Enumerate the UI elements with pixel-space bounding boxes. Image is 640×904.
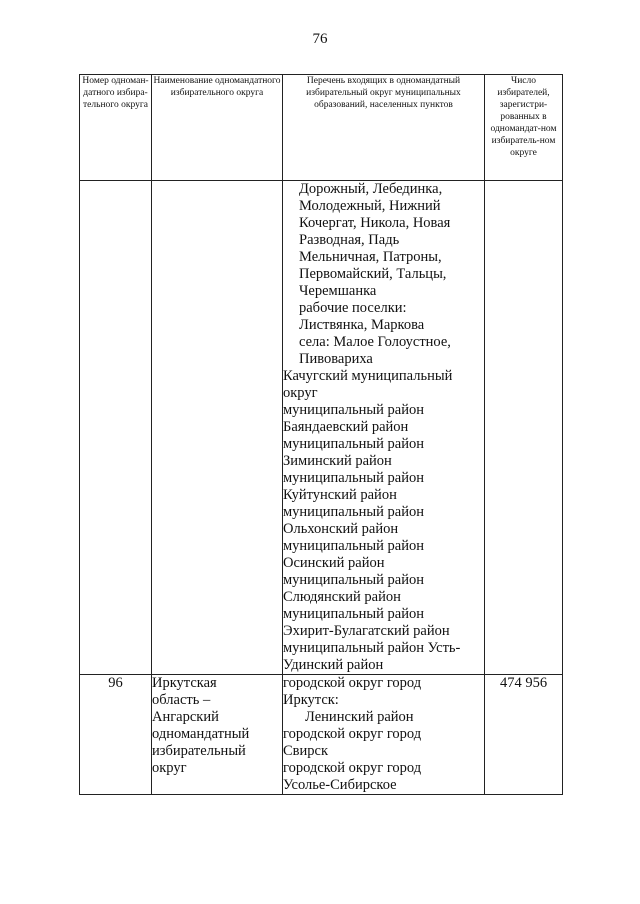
list-item: Мельничная, Патроны, xyxy=(299,249,442,265)
list-item: Молодежный, Нижний xyxy=(299,198,441,214)
list-item: округ xyxy=(283,385,318,401)
district-name-line: избирательный xyxy=(152,743,246,759)
table-row-continuation xyxy=(80,181,563,675)
district-number: 96 xyxy=(80,675,152,795)
list-item: Куйтунский район xyxy=(283,487,397,503)
districts-table xyxy=(79,74,563,795)
continuation-name-cell xyxy=(152,181,283,675)
list-item: Ольхонский район xyxy=(283,521,399,537)
list-item: Иркутск: xyxy=(283,692,339,708)
list-item: Дорожный, Лебединка, xyxy=(299,181,443,197)
district-name-line: одномандатный xyxy=(152,726,250,742)
list-item: Усолье-Сибирское xyxy=(283,777,397,793)
list-item: муниципальный район xyxy=(283,538,424,554)
list-item: Слюдянский район xyxy=(283,589,401,605)
list-item: Разводная, Падь xyxy=(299,232,400,248)
list-item: Удинский район xyxy=(283,657,384,673)
list-item: муниципальный район xyxy=(283,402,424,418)
table-header-row xyxy=(80,75,563,181)
list-item: Листвянка, Маркова xyxy=(299,317,425,333)
continuation-municipalities-cell xyxy=(283,181,485,675)
list-item: муниципальный район xyxy=(283,436,424,452)
list-item: муниципальный район xyxy=(283,504,424,520)
list-item: Черемшанка xyxy=(299,283,377,299)
list-item: муниципальный район Усть- xyxy=(283,640,461,656)
header-voter-count: Число избирателей, зарегистри-рованных в одномандат-ном избиратель-ном округе xyxy=(485,75,563,181)
list-item: Осинский район xyxy=(283,555,385,571)
district-name xyxy=(152,675,283,795)
table-row-district-96 xyxy=(80,675,563,795)
list-item: муниципальный район xyxy=(283,606,424,622)
list-item: городской округ город xyxy=(283,760,422,776)
header-district-name: Наименование одномандатного избирательного округа xyxy=(152,75,283,181)
list-item: Качугский муниципальный xyxy=(283,368,453,384)
district-name-line: область – xyxy=(152,692,211,708)
list-item: Ленинский район xyxy=(305,709,414,725)
district-municipalities-cell xyxy=(283,675,485,795)
list-item: Зиминский район xyxy=(283,453,392,469)
header-district-number: Номер одноман-датного избира-тельного округа xyxy=(80,75,152,181)
district-name-line: округ xyxy=(152,760,187,776)
list-item: городской округ город xyxy=(283,726,422,742)
continuation-count-cell xyxy=(485,181,563,675)
district-name-line: Ангарский xyxy=(152,709,219,725)
list-item: муниципальный район xyxy=(283,572,424,588)
list-item: Свирск xyxy=(283,743,329,759)
list-item: Кочергат, Никола, Новая xyxy=(299,215,451,231)
list-item: Пивовариха xyxy=(299,351,373,367)
page-number: 76 xyxy=(312,31,328,47)
list-item: Первомайский, Тальцы, xyxy=(299,266,447,282)
continuation-number-cell xyxy=(80,181,152,675)
list-item: Баяндаевский район xyxy=(283,419,409,435)
list-item: рабочие поселки: xyxy=(299,300,407,316)
header-municipalities-list: Перечень входящих в одномандатный избирательный округ муниципальных образований, населенных пунктов xyxy=(283,75,485,181)
district-voter-count: 474 956 xyxy=(485,675,563,795)
district-name-line: Иркутская xyxy=(152,675,217,691)
list-item: муниципальный район xyxy=(283,470,424,486)
list-item: городской округ город xyxy=(283,675,422,691)
list-item: села: Малое Голоустное, xyxy=(299,334,451,350)
list-item: Эхирит-Булагатский район xyxy=(283,623,450,639)
